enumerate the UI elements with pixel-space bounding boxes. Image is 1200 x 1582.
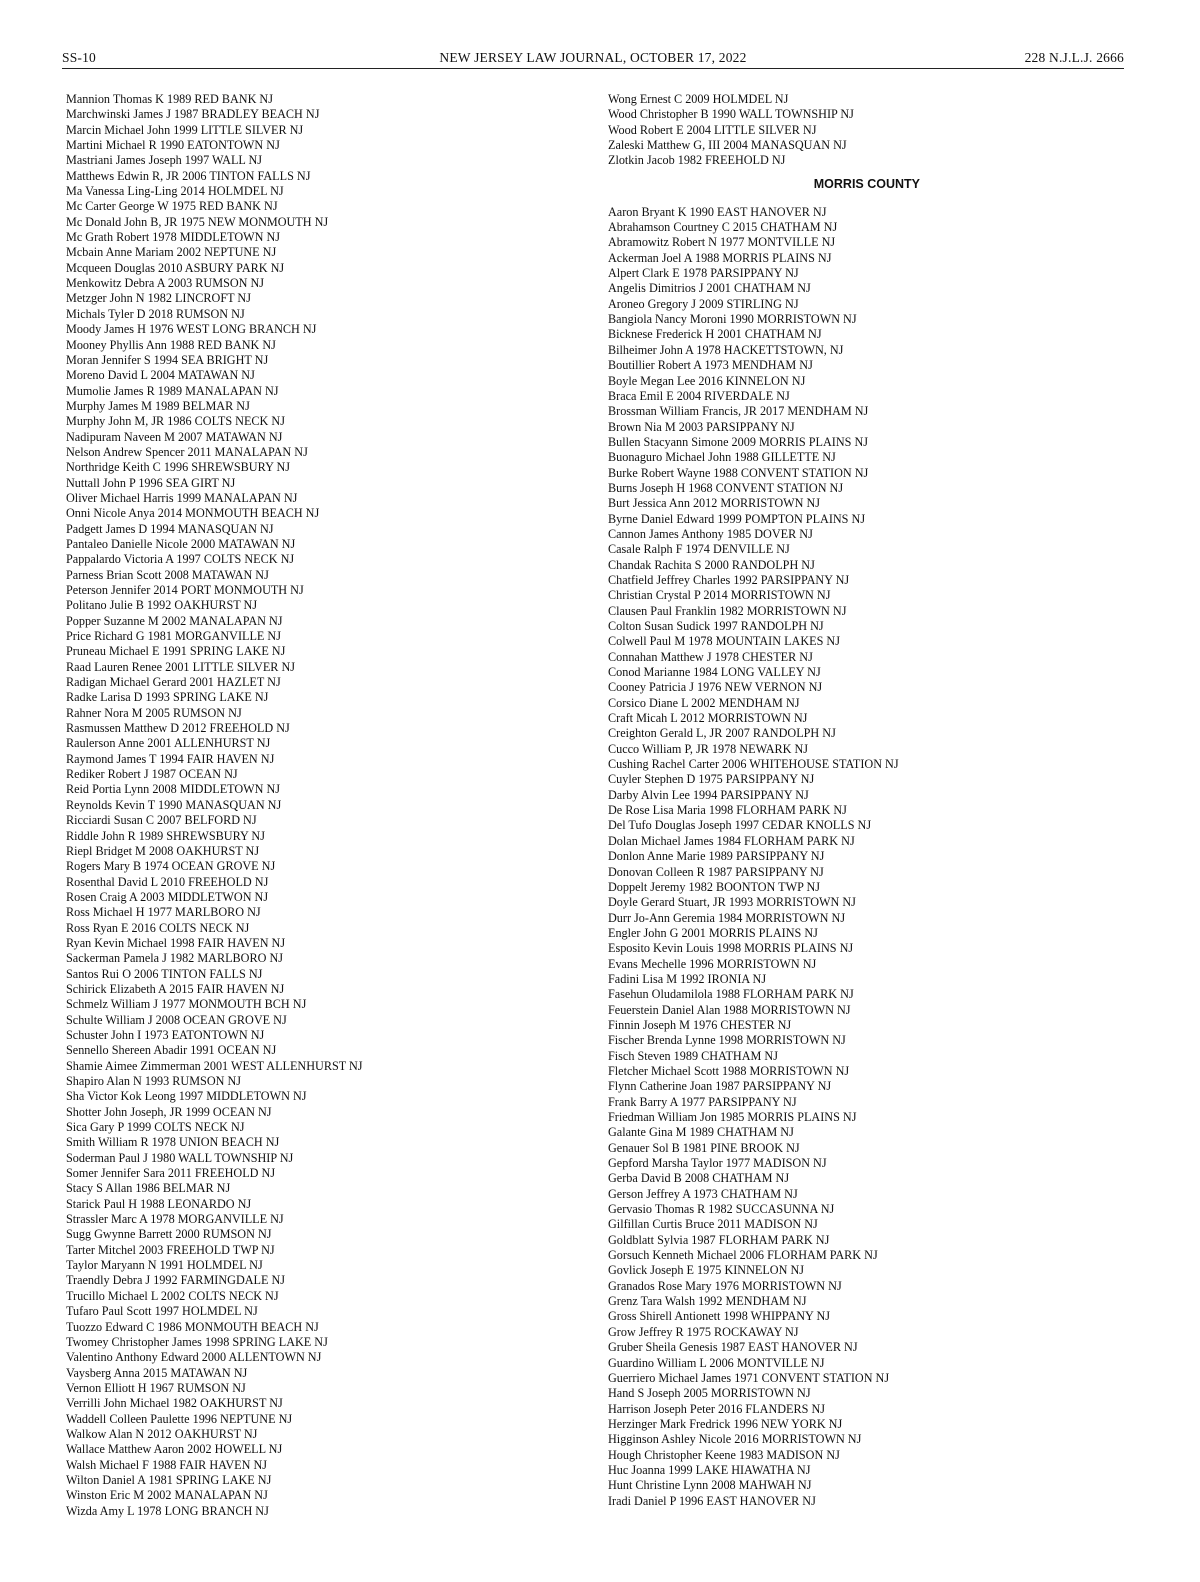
list-item: Vernon Elliott H 1967 RUMSON NJ [66,1380,246,1395]
list-item: Creighton Gerald L, JR 2007 RANDOLPH NJ [608,726,836,741]
list-item: Winston Eric M 2002 MANALAPAN NJ [66,1488,268,1503]
list-item: Bangiola Nancy Moroni 1990 MORRISTOWN NJ [608,312,857,327]
list-item: Friedman William Jon 1985 MORRIS PLAINS NJ [608,1110,857,1124]
list-item: Mooney Phyllis Ann 1988 RED BANK NJ [66,337,276,352]
list-item: Gross Shirell Antionett 1998 WHIPPANY NJ [608,1309,830,1324]
list-item: Aaron Bryant K 1990 EAST HANOVER NJ [608,204,827,219]
list-item: Higginson Ashley Nicole 2016 MORRISTOWN NJ [608,1432,862,1447]
list-item: Starick Paul H 1988 LEONARDO NJ [66,1196,252,1211]
list-item: Angelis Dimitrios J 2001 CHATHAM NJ [608,281,811,296]
list-item: Price Richard G 1981 MORGANVILLE NJ [66,629,281,644]
list-item: Raad Lauren Renee 2001 LITTLE SILVER NJ [66,659,296,674]
list-item: Byrne Daniel Edward 1999 POMPTON PLAINS NJ [608,511,866,526]
list-item: Granados Rose Mary 1976 MORRISTOWN NJ [608,1278,842,1293]
list-item: Wood Christopher B 1990 WALL TOWNSHIP NJ [608,107,854,122]
page-number: SS-10 [62,50,97,65]
list-item: Ma Vanessa Ling-Ling 2014 HOLMDEL NJ [66,184,284,199]
list-item: Wood Robert E 2004 LITTLE SILVER NJ [608,122,817,137]
list-item: Guardino William L 2006 MONTVILLE NJ [608,1355,825,1370]
list-item: Doyle Gerard Stuart, JR 1993 MORRISTOWN NJ [608,895,856,910]
section-heading-morris-county: MORRIS COUNTY [813,176,920,191]
publication-title: NEW JERSEY LAW JOURNAL, OCTOBER 17, 2022 [439,50,747,65]
list-item: Wong Ernest C 2009 HOLMDEL NJ [608,92,789,106]
list-item: Brossman William Francis, JR 2017 MENDHAM NJ [608,404,869,419]
list-item: Galante Gina M 1989 CHATHAM NJ [608,1125,794,1140]
list-item: Twomey Christopher James 1998 SPRING LAKE NJ [66,1334,328,1349]
list-item: Bicknese Frederick H 2001 CHATHAM NJ [608,327,822,342]
left-column [66,92,566,1519]
list-item: Pantaleo Danielle Nicole 2000 MATAWAN NJ [66,536,296,551]
list-item: Mumolie James R 1989 MANALAPAN NJ [66,383,279,398]
list-item: Raymond James T 1994 FAIR HAVEN NJ [66,751,275,766]
list-item: Zlotkin Jacob 1982 FREEHOLD NJ [608,153,786,168]
list-item: Somer Jennifer Sara 2011 FREEHOLD NJ [66,1166,276,1181]
list-item: Mc Grath Robert 1978 MIDDLETOWN NJ [66,230,281,245]
list-item: Genauer Sol B 1981 PINE BROOK NJ [608,1140,800,1155]
list-item: Del Tufo Douglas Joseph 1997 CEDAR KNOLLS NJ [608,818,872,833]
list-item: Doppelt Jeremy 1982 BOONTON TWP NJ [608,879,821,894]
list-item: Abrahamson Courtney C 2015 CHATHAM NJ [608,220,838,235]
list-item: Braca Emil E 2004 RIVERDALE NJ [608,388,790,403]
list-item: Bullen Stacyann Simone 2009 MORRIS PLAINS NJ [608,434,869,449]
list-item: Brown Nia M 2003 PARSIPPANY NJ [608,419,795,434]
list-item: Murphy John M, JR 1986 COLTS NECK NJ [66,414,285,429]
list-item: Onni Nicole Anya 2014 MONMOUTH BEACH NJ [66,506,320,521]
list-item: Northridge Keith C 1996 SHREWSBURY NJ [66,460,291,475]
list-item: Walkow Alan N 2012 OAKHURST NJ [66,1426,258,1441]
list-item: Iradi Daniel P 1996 EAST HANOVER NJ [608,1493,816,1508]
list-item: Boyle Megan Lee 2016 KINNELON NJ [608,373,806,388]
list-item: Valentino Anthony Edward 2000 ALLENTOWN NJ [66,1350,322,1365]
list-item: Sica Gary P 1999 COLTS NECK NJ [66,1120,245,1135]
list-item: Frank Barry A 1977 PARSIPPANY NJ [608,1094,797,1109]
list-item: Strassler Marc A 1978 MORGANVILLE NJ [66,1212,284,1227]
list-item: Ryan Kevin Michael 1998 FAIR HAVEN NJ [66,935,286,950]
list-item: Peterson Jennifer 2014 PORT MONMOUTH NJ [66,583,304,597]
list-item: Zaleski Matthew G, III 2004 MANASQUAN NJ [608,138,847,153]
list-item: Radke Larisa D 1993 SPRING LAKE NJ [66,690,269,705]
list-item: Schuster John I 1973 EATONTOWN NJ [66,1027,265,1042]
list-item: Schulte William J 2008 OCEAN GROVE NJ [66,1012,287,1027]
list-item: Connahan Matthew J 1978 CHESTER NJ [608,649,813,664]
list-item: Feuerstein Daniel Alan 1988 MORRISTOWN NJ [608,1002,851,1017]
list-item: Evans Mechelle 1996 MORRISTOWN NJ [608,956,817,971]
list-item: Conod Marianne 1984 LONG VALLEY NJ [608,665,821,680]
list-item: Shamie Aimee Zimmerman 2001 WEST ALLENHURST NJ [66,1058,363,1073]
list-item: Chatfield Jeffrey Charles 1992 PARSIPPANY NJ [608,572,850,587]
list-item: Burt Jessica Ann 2012 MORRISTOWN NJ [608,496,821,511]
list-item: Marchwinski James J 1987 BRADLEY BEACH NJ [66,107,320,122]
list-item: Colton Susan Sudick 1997 RANDOLPH NJ [608,619,824,633]
list-item: De Rose Lisa Maria 1998 FLORHAM PARK NJ [608,803,847,818]
list-item: Huc Joanna 1999 LAKE HIAWATHA NJ [608,1462,811,1477]
list-item: Tufaro Paul Scott 1997 HOLMDEL NJ [66,1304,258,1319]
list-item: Politano Julie B 1992 OAKHURST NJ [66,598,258,613]
list-item: Ricciardi Susan C 2007 BELFORD NJ [66,813,257,828]
list-item: Parness Brian Scott 2008 MATAWAN NJ [66,567,269,582]
list-item: Smith William R 1978 UNION BEACH NJ [66,1135,280,1150]
list-item: Verrilli John Michael 1982 OAKHURST NJ [66,1396,283,1411]
list-item: Trucillo Michael L 2002 COLTS NECK NJ [66,1288,279,1303]
list-item: Fletcher Michael Scott 1988 MORRISTOWN NJ [608,1063,850,1078]
list-item: Clausen Paul Franklin 1982 MORRISTOWN NJ [608,603,847,618]
list-item: Cannon James Anthony 1985 DOVER NJ [608,526,813,541]
list-item: Popper Suzanne M 2002 MANALAPAN NJ [66,613,283,628]
list-item: Moody James H 1976 WEST LONG BRANCH NJ [66,322,317,337]
list-item: Abramowitz Robert N 1977 MONTVILLE NJ [608,235,836,250]
list-item: Schirick Elizabeth A 2015 FAIR HAVEN NJ [66,981,285,996]
list-item: Rasmussen Matthew D 2012 FREEHOLD NJ [66,721,290,736]
list-item: Mastriani James Joseph 1997 WALL NJ [66,153,262,168]
list-item: Aroneo Gregory J 2009 STIRLING NJ [608,296,799,311]
list-item: Fischer Brenda Lynne 1998 MORRISTOWN NJ [608,1033,846,1048]
list-item: Tarter Mitchel 2003 FREEHOLD TWP NJ [66,1242,275,1257]
list-item: Ross Michael H 1977 MARLBORO NJ [66,905,261,920]
list-item: Fadini Lisa M 1992 IRONIA NJ [608,971,767,986]
list-item: Corsico Diane L 2002 MENDHAM NJ [608,695,800,710]
list-item: Pappalardo Victoria A 1997 COLTS NECK NJ [66,552,295,567]
list-item: Gilfillan Curtis Bruce 2011 MADISON NJ [608,1217,818,1232]
list-item: Radigan Michael Gerard 2001 HAZLET NJ [66,675,281,690]
citation: 228 N.J.L.J. 2666 [1024,50,1124,65]
list-item: Grow Jeffrey R 1975 ROCKAWAY NJ [608,1324,799,1339]
list-item: Casale Ralph F 1974 DENVILLE NJ [608,542,790,557]
list-item: Colwell Paul M 1978 MOUNTAIN LAKES NJ [608,634,840,649]
right-column [608,92,1128,1509]
list-item: Donovan Colleen R 1987 PARSIPPANY NJ [608,864,824,879]
list-item: Tuozzo Edward C 1986 MONMOUTH BEACH NJ [66,1319,319,1334]
list-item: Donlon Anne Marie 1989 PARSIPPANY NJ [608,849,825,864]
page-header [62,50,1124,69]
list-item: Engler John G 2001 MORRIS PLAINS NJ [608,925,818,940]
list-item: Reynolds Kevin T 1990 MANASQUAN NJ [66,797,282,812]
list-item: Walsh Michael F 1988 FAIR HAVEN NJ [66,1457,268,1472]
list-item: Govlick Joseph E 1975 KINNELON NJ [608,1263,804,1278]
list-item: Nadipuram Naveen M 2007 MATAWAN NJ [66,429,283,444]
morris-county-list [608,205,1128,1509]
list-item: Mannion Thomas K 1989 RED BANK NJ [66,92,273,106]
list-item: Gerba David B 2008 CHATHAM NJ [608,1171,790,1186]
list-item: Rediker Robert J 1987 OCEAN NJ [66,767,238,782]
list-item: Taylor Maryann N 1991 HOLMDEL NJ [66,1258,263,1273]
list-item: Moreno David L 2004 MATAWAN NJ [66,368,255,383]
list-item: Metzger John N 1982 LINCROFT NJ [66,291,251,306]
list-item: Pruneau Michael E 1991 SPRING LAKE NJ [66,644,286,659]
list-item: Wilton Daniel A 1981 SPRING LAKE NJ [66,1472,272,1487]
list-item: Sennello Shereen Abadir 1991 OCEAN NJ [66,1043,277,1058]
list-item: Wizda Amy L 1978 LONG BRANCH NJ [66,1503,269,1518]
list-item: Riddle John R 1989 SHREWSBURY NJ [66,828,265,843]
list-item: Sugg Gwynne Barrett 2000 RUMSON NJ [66,1227,272,1242]
list-item: Riepl Bridget M 2008 OAKHURST NJ [66,843,260,858]
list-item: Gruber Sheila Genesis 1987 EAST HANOVER NJ [608,1340,858,1355]
list-item: Michals Tyler D 2018 RUMSON NJ [66,306,245,321]
list-item: Menkowitz Debra A 2003 RUMSON NJ [66,276,265,291]
list-item: Ross Ryan E 2016 COLTS NECK NJ [66,920,250,935]
list-item: Goldblatt Sylvia 1987 FLORHAM PARK NJ [608,1232,830,1247]
list-item: Wallace Matthew Aaron 2002 HOWELL NJ [66,1442,283,1457]
list-item: Marcin Michael John 1999 LITTLE SILVER NJ [66,122,304,137]
list-item: Stacy S Allan 1986 BELMAR NJ [66,1181,231,1196]
list-item: Gorsuch Kenneth Michael 2006 FLORHAM PARK NJ [608,1248,878,1263]
list-item: Grenz Tara Walsh 1992 MENDHAM NJ [608,1294,807,1309]
list-item: Waddell Colleen Paulette 1996 NEPTUNE NJ [66,1411,293,1426]
list-item: Nelson Andrew Spencer 2011 MANALAPAN NJ [66,444,308,459]
list-item: Matthews Edwin R, JR 2006 TINTON FALLS NJ [66,168,311,183]
list-item: Shapiro Alan N 1993 RUMSON NJ [66,1074,242,1088]
list-item: Harrison Joseph Peter 2016 FLANDERS NJ [608,1401,825,1416]
list-item: Esposito Kevin Louis 1998 MORRIS PLAINS NJ [608,941,854,956]
list-item: Hand S Joseph 2005 MORRISTOWN NJ [608,1386,811,1401]
list-item: Cucco William P, JR 1978 NEWARK NJ [608,741,809,756]
list-item: Raulerson Anne 2001 ALLENHURST NJ [66,736,271,751]
list-item: Mcqueen Douglas 2010 ASBURY PARK NJ [66,260,285,275]
list-item: Dolan Michael James 1984 FLORHAM PARK NJ [608,833,855,848]
list-item: Padgett James D 1994 MANASQUAN NJ [66,521,274,536]
list-item: Oliver Michael Harris 1999 MANALAPAN NJ [66,490,298,505]
list-item: Schmelz William J 1977 MONMOUTH BCH NJ [66,997,307,1012]
list-item: Rosen Craig A 2003 MIDDLETWON NJ [66,889,269,904]
list-item: Burke Robert Wayne 1988 CONVENT STATION NJ [608,465,869,480]
list-item: Cuyler Stephen D 1975 PARSIPPANY NJ [608,772,815,787]
list-item: Boutillier Robert A 1973 MENDHAM NJ [608,358,813,373]
list-item: Flynn Catherine Joan 1987 PARSIPPANY NJ [608,1079,832,1094]
list-item: Rogers Mary B 1974 OCEAN GROVE NJ [66,859,276,874]
list-item: Ackerman Joel A 1988 MORRIS PLAINS NJ [608,250,832,265]
list-item: Vaysberg Anna 2015 MATAWAN NJ [66,1365,248,1380]
list-item: Moran Jennifer S 1994 SEA BRIGHT NJ [66,352,269,367]
list-item: Rahner Nora M 2005 RUMSON NJ [66,705,242,720]
list-item: Bilheimer John A 1978 HACKETTSTOWN, NJ [608,342,844,357]
list-item: Sha Victor Kok Leong 1997 MIDDLETOWN NJ [66,1089,307,1104]
list-item: Gervasio Thomas R 1982 SUCCASUNNA NJ [608,1202,835,1217]
list-item: Martini Michael R 1990 EATONTOWN NJ [66,138,280,153]
monmouth-continued-list [608,92,1128,169]
list-item: Mc Donald John B, JR 1975 NEW MONMOUTH NJ [66,214,329,229]
list-item: Alpert Clark E 1978 PARSIPPANY NJ [608,266,799,281]
list-item: Herzinger Mark Fredrick 1996 NEW YORK NJ [608,1416,843,1431]
list-item: Chandak Rachita S 2000 RANDOLPH NJ [608,557,815,572]
list-item: Fasehun Oludamilola 1988 FLORHAM PARK NJ [608,987,854,1002]
list-item: Buonaguro Michael John 1988 GILLETTE NJ [608,450,836,465]
list-item: Reid Portia Lynn 2008 MIDDLETOWN NJ [66,782,281,797]
list-item: Durr Jo-Ann Geremia 1984 MORRISTOWN NJ [608,910,846,925]
list-item: Craft Micah L 2012 MORRISTOWN NJ [608,711,808,726]
list-item: Soderman Paul J 1980 WALL TOWNSHIP NJ [66,1150,294,1165]
list-item: Hough Christopher Keene 1983 MADISON NJ [608,1447,840,1462]
list-item: Christian Crystal P 2014 MORRISTOWN NJ [608,588,831,603]
list-item: Finnin Joseph M 1976 CHESTER NJ [608,1017,792,1032]
list-item: Sackerman Pamela J 1982 MARLBORO NJ [66,951,283,966]
list-item: Gerson Jeffrey A 1973 CHATHAM NJ [608,1186,798,1201]
list-item: Fisch Steven 1989 CHATHAM NJ [608,1048,778,1063]
list-item: Burns Joseph H 1968 CONVENT STATION NJ [608,480,844,495]
list-item: Santos Rui O 2006 TINTON FALLS NJ [66,966,263,981]
list-item: Rosenthal David L 2010 FREEHOLD NJ [66,874,269,889]
list-item: Shotter John Joseph, JR 1999 OCEAN NJ [66,1104,272,1119]
list-item: Murphy James M 1989 BELMAR NJ [66,398,250,413]
list-item: Guerriero Michael James 1971 CONVENT STATION NJ [608,1370,890,1385]
list-item: Cushing Rachel Carter 2006 WHITEHOUSE STATION NJ [608,757,899,772]
list-item: Hunt Christine Lynn 2008 MAHWAH NJ [608,1478,812,1493]
list-item: Mcbain Anne Mariam 2002 NEPTUNE NJ [66,245,277,260]
list-item: Gepford Marsha Taylor 1977 MADISON NJ [608,1156,827,1171]
list-item: Nuttall John P 1996 SEA GIRT NJ [66,475,236,490]
list-item: Cooney Patricia J 1976 NEW VERNON NJ [608,680,823,695]
list-item: Darby Alvin Lee 1994 PARSIPPANY NJ [608,787,809,802]
list-item: Mc Carter George W 1975 RED BANK NJ [66,199,278,214]
list-item: Traendly Debra J 1992 FARMINGDALE NJ [66,1273,286,1288]
